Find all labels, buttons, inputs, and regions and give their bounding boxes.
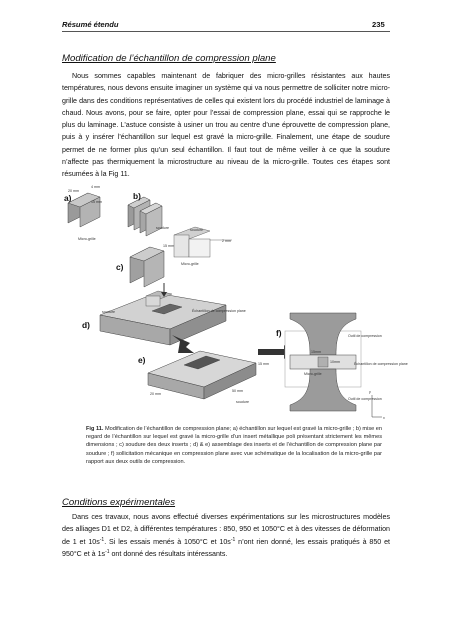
panel-label-f: f) — [276, 328, 282, 338]
section-heading-conditions: Conditions expérimentales — [62, 497, 176, 508]
conditions-sup-3: -1 — [105, 548, 110, 555]
figure-caption-text: Modification de l’échantillon de compression plane; a) échantillon sur lequel est gravé la micro-grille ; b) mise en regard de l’échantillon sur lequel est gravé la micro-grille d’un insert métallique poli présentant strictement les mêmes dimensions ; c) soudure des deux inserts ; d) & e) assemblage des inserts et de l’échantillon de compression plane par soudure ; f) sollicitation mécanique en compression plane avec vue schématique de la localisation de la micro-grille par rapport aux deux outils de compression. — [86, 426, 383, 465]
conditions-sup-1: -1 — [99, 536, 105, 543]
panel-b-blocks — [128, 197, 162, 236]
figure-11-diagram — [60, 185, 408, 425]
f-echantillon-label: Échantillon de compression plane — [354, 362, 408, 366]
c-dim-2: 2 mm — [222, 239, 231, 243]
f-outil-bottom-label: Outil de compression — [348, 397, 382, 401]
figure-caption — [86, 425, 382, 466]
a-micro-grille-label: Micro-grille — [78, 237, 96, 241]
panel-label-d: d) — [82, 320, 90, 330]
section-heading-modification: Modification de l’échantillon de compression plane — [62, 53, 276, 64]
d-echantillon-label: Échantillon de compression plane — [192, 309, 246, 313]
conditions-text-b: . Si les essais menés à 1050°C et 10s — [104, 537, 231, 546]
c-dim-1: 15 mm — [163, 244, 174, 248]
header-rule — [62, 31, 390, 32]
paragraph-conditions — [62, 511, 390, 560]
f-micro-grille-label: Micro-grille — [304, 372, 322, 376]
conditions-text-c: n’ont rien donné, les essais pratiqués à 850 et 950°C et à 1s — [62, 537, 390, 558]
c-soudure-label-2: soudure — [190, 228, 203, 232]
f-outil-top-label: Outil de compression — [348, 334, 382, 338]
e-dim-1: 15 mm — [258, 362, 269, 366]
conditions-text-a: Dans ces travaux, nous avons effectué diverses expérimentations sur les microstructures modèles des alliages D1 et D2, à différentes températures : 850, 950 et 1050°C et à des vitesses de déformation de 1 et 10s — [62, 513, 390, 546]
page-number: 235 — [372, 20, 385, 29]
running-header-title: Résumé étendu — [62, 20, 119, 29]
conditions-text-d: ont donné des résultats intéressants. — [109, 549, 228, 558]
panel-c-welded-insert — [130, 227, 232, 287]
e-dim-2: 50 mm — [232, 389, 243, 393]
c-micro-grille-label: Micro-grille — [181, 262, 199, 266]
panel-label-a: a) — [64, 193, 72, 203]
panel-d-assembly — [100, 283, 226, 345]
f-axis-y: y — [369, 390, 371, 394]
a-dim-2: 4 mm — [91, 185, 100, 189]
e-dim-3: 20 mm — [150, 392, 161, 396]
a-dim-1: 20 mm — [68, 189, 79, 193]
panel-label-e: e) — [138, 355, 146, 365]
panel-label-b: b) — [133, 191, 141, 201]
a-dim-3: 15 mm — [91, 200, 102, 204]
conditions-sup-2: -1 — [230, 536, 236, 543]
figure-caption-label: Fig 11. — [86, 426, 104, 432]
f-axis-x: x — [383, 416, 385, 420]
e-soudure-label: soudure — [236, 400, 249, 404]
f-dim-2: 10mm — [330, 360, 340, 364]
d-soudure-label: soudure — [102, 310, 115, 314]
panel-a-block — [68, 193, 100, 227]
c-soudure-label-1: soudure — [156, 226, 169, 230]
f-dim-1: 15mm — [311, 350, 321, 354]
paragraph-modification: Nous sommes capables maintenant de fabriquer des micro-grilles résistantes aux hautes températures, nous devons ensuite imaginer un système qui va nous permettre de solliciter notre micro-grille dans des conditions représentatives de celles qui existent lors du procédé industriel de laminage à chaud. Nous avons, pour se faire, opter pour l’essai de compression plane, essai qui se rapproche le plus du laminage. L’astuce consiste à usiner un trou au centre d’une éprouvette de compression plane, puis à y insérer l’échantillon sur lequel est gravé la micro-grille. Finalement, une étape de soudure permet de ne former plus qu’un seul échantillon. Il faut tout de même veiller à ce que la soudure n’affecte pas thermiquement la microstructure au niveau de la micro-grille. Toutes ces étapes sont résumées à la Fig 11. — [62, 72, 390, 178]
panel-label-c: c) — [116, 262, 124, 272]
